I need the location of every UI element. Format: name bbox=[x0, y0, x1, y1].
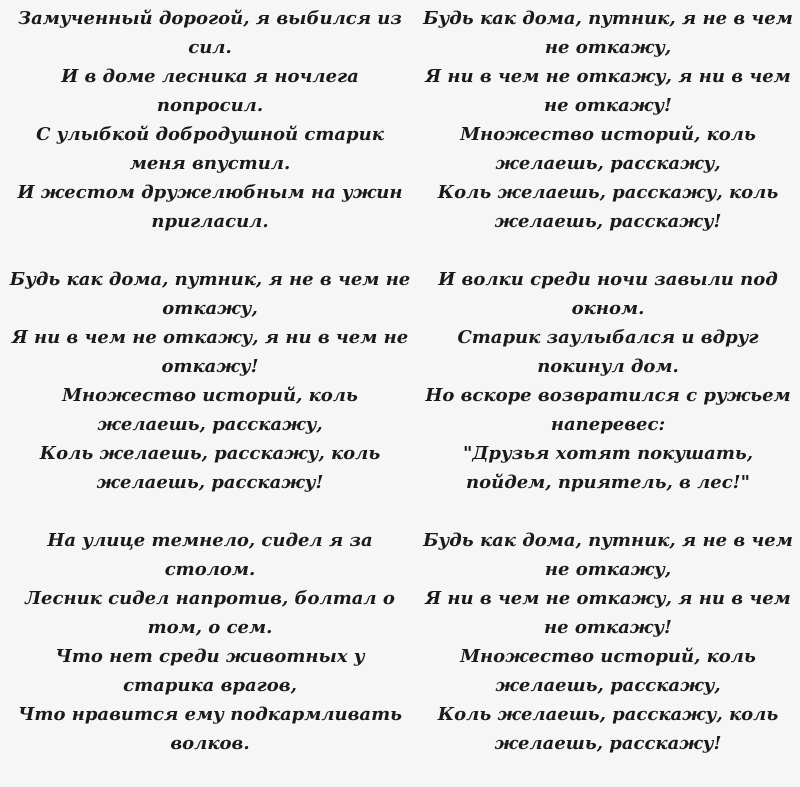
lyric-line: Множество историй, коль желаешь, расскажу, bbox=[460, 646, 756, 696]
lyric-line: Множество историй, коль желаешь, расскажу, bbox=[62, 385, 358, 435]
verse-2 bbox=[8, 526, 412, 758]
lyric-line: Будь как дома, путник, я не в чем не откажу, bbox=[423, 8, 793, 58]
lyric-line: Я ни в чем не откажу, я ни в чем не откажу! bbox=[425, 66, 791, 116]
lyric-line: Что нравится ему подкармливать волков. bbox=[17, 704, 403, 754]
lyric-line: Множество историй, коль желаешь, расскажу, bbox=[460, 124, 756, 174]
lyric-line: Я ни в чем не откажу, я ни в чем не откажу! bbox=[11, 327, 409, 377]
lyric-line: И волки среди ночи завыли под окном. bbox=[438, 269, 778, 319]
verse-3 bbox=[420, 265, 796, 497]
chorus-1 bbox=[8, 265, 412, 497]
lyric-line: Я ни в чем не откажу, я ни в чем не откажу! bbox=[425, 588, 791, 638]
lyric-line: Что нет среди животных у старика врагов, bbox=[55, 646, 365, 696]
lyric-line: Старик заулыбался и вдруг покинул дом. bbox=[457, 327, 759, 377]
lyric-line: Но вскоре возвратился с ружьем наперевес: bbox=[425, 385, 791, 435]
lyric-line: Коль желаешь, расскажу, коль желаешь, расскажу! bbox=[39, 443, 381, 493]
lyric-line: Замученный дорогой, я выбился из сил. bbox=[18, 8, 402, 58]
chorus-3 bbox=[420, 526, 796, 758]
lyric-line: С улыбкой добродушной старик меня впустил. bbox=[36, 124, 384, 174]
lyric-line: И жестом дружелюбным на ужин пригласил. bbox=[17, 182, 403, 232]
lyrics-right-column bbox=[420, 4, 796, 787]
lyric-line: Коль желаешь, расскажу, коль желаешь, расскажу! bbox=[437, 704, 779, 754]
verse-1 bbox=[8, 4, 412, 236]
lyric-line: Лесник сидел напротив, болтал о том, о сем. bbox=[25, 588, 395, 638]
lyric-line: На улице темнело, сидел я за столом. bbox=[47, 530, 373, 580]
lyric-line: "Друзья хотят покушать, пойдем, приятель, в лес!" bbox=[462, 443, 754, 493]
lyric-line: Будь как дома, путник, я не в чем не откажу, bbox=[9, 269, 411, 319]
lyric-line: Будь как дома, путник, я не в чем не откажу, bbox=[423, 530, 793, 580]
lyric-line: Коль желаешь, расскажу, коль желаешь, расскажу! bbox=[437, 182, 779, 232]
chorus-2 bbox=[420, 4, 796, 236]
lyrics-left-column bbox=[8, 4, 412, 787]
lyric-line: И в доме лесника я ночлега попросил. bbox=[61, 66, 359, 116]
